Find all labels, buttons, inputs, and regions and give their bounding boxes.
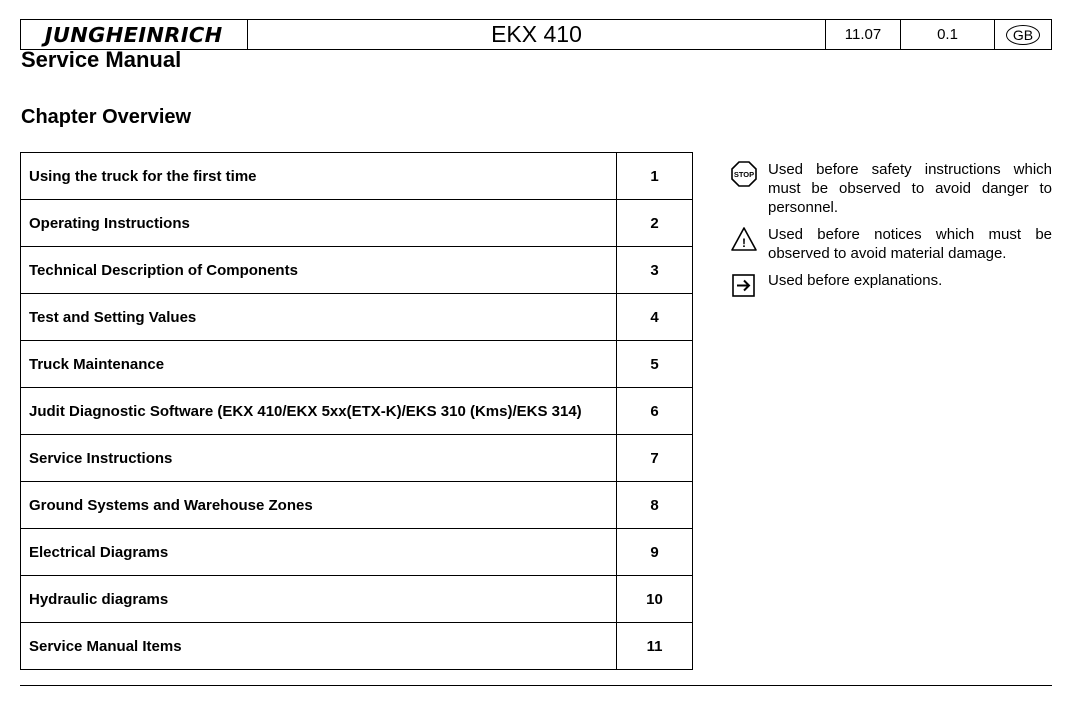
footer-rule <box>20 685 1052 686</box>
stop-sign-icon <box>730 160 758 188</box>
chapter-number: 2 <box>617 200 693 247</box>
chapter-table <box>20 152 693 670</box>
legend-item-stop <box>730 160 1052 217</box>
chapter-row <box>21 435 693 482</box>
chapter-row <box>21 294 693 341</box>
chapter-row <box>21 482 693 529</box>
chapter-number: 11 <box>617 623 693 670</box>
chapter-row <box>21 341 693 388</box>
legend-item-warning <box>730 225 1052 263</box>
date-cell: 11.07 <box>826 20 901 49</box>
chapter-number: 9 <box>617 529 693 576</box>
version-cell: 0.1 <box>901 20 995 49</box>
chapter-number: 8 <box>617 482 693 529</box>
chapter-number: 3 <box>617 247 693 294</box>
language-badge: GB <box>1006 25 1040 45</box>
manual-title: Service Manual <box>21 47 182 72</box>
chapter-title: Truck Maintenance <box>21 341 617 388</box>
chapter-number: 10 <box>617 576 693 623</box>
chapter-title: Electrical Diagrams <box>21 529 617 576</box>
chapter-title: Test and Setting Values <box>21 294 617 341</box>
chapter-number: 4 <box>617 294 693 341</box>
chapter-row <box>21 247 693 294</box>
stop-sign-label: STOP <box>733 170 755 179</box>
chapter-row <box>21 623 693 670</box>
chapter-number: 7 <box>617 435 693 482</box>
chapter-title: Service Instructions <box>21 435 617 482</box>
chapter-row <box>21 529 693 576</box>
chapter-row <box>21 200 693 247</box>
language-cell <box>995 20 1051 49</box>
chapter-title: Using the truck for the first time <box>21 153 617 200</box>
chapter-overview-heading: Chapter Overview <box>21 106 192 128</box>
arrow-right-icon <box>730 271 758 299</box>
chapter-number: 1 <box>617 153 693 200</box>
chapter-row <box>21 388 693 435</box>
chapter-title: Operating Instructions <box>21 200 617 247</box>
chapter-title: Judit Diagnostic Software (EKX 410/EKX 5xx(ETX-K)/EKS 310 (Kms)/EKS 314) <box>21 388 617 435</box>
legend-item-info <box>730 271 1052 299</box>
brand-logo: JUNGHEINRICH <box>45 22 223 47</box>
document-header <box>20 19 1052 50</box>
warning-triangle-icon <box>730 225 758 253</box>
model-cell: EKX 410 <box>248 20 826 49</box>
chapter-title: Hydraulic diagrams <box>21 576 617 623</box>
legend-text-info: Used before explanations. <box>768 272 943 289</box>
brand-logo-cell <box>21 20 248 49</box>
legend-text-stop: Used before safety instructions which must be observed to avoid danger to personnel. <box>768 161 1052 216</box>
legend-text-warning: Used before notices which must be observed to avoid material damage. <box>768 226 1052 262</box>
chapter-row <box>21 153 693 200</box>
chapter-row <box>21 576 693 623</box>
chapter-number: 5 <box>617 341 693 388</box>
warning-sign-label: ! <box>742 236 746 250</box>
chapter-title: Service Manual Items <box>21 623 617 670</box>
chapter-number: 6 <box>617 388 693 435</box>
chapter-title: Ground Systems and Warehouse Zones <box>21 482 617 529</box>
chapter-title: Technical Description of Components <box>21 247 617 294</box>
symbol-legend <box>730 160 1052 307</box>
